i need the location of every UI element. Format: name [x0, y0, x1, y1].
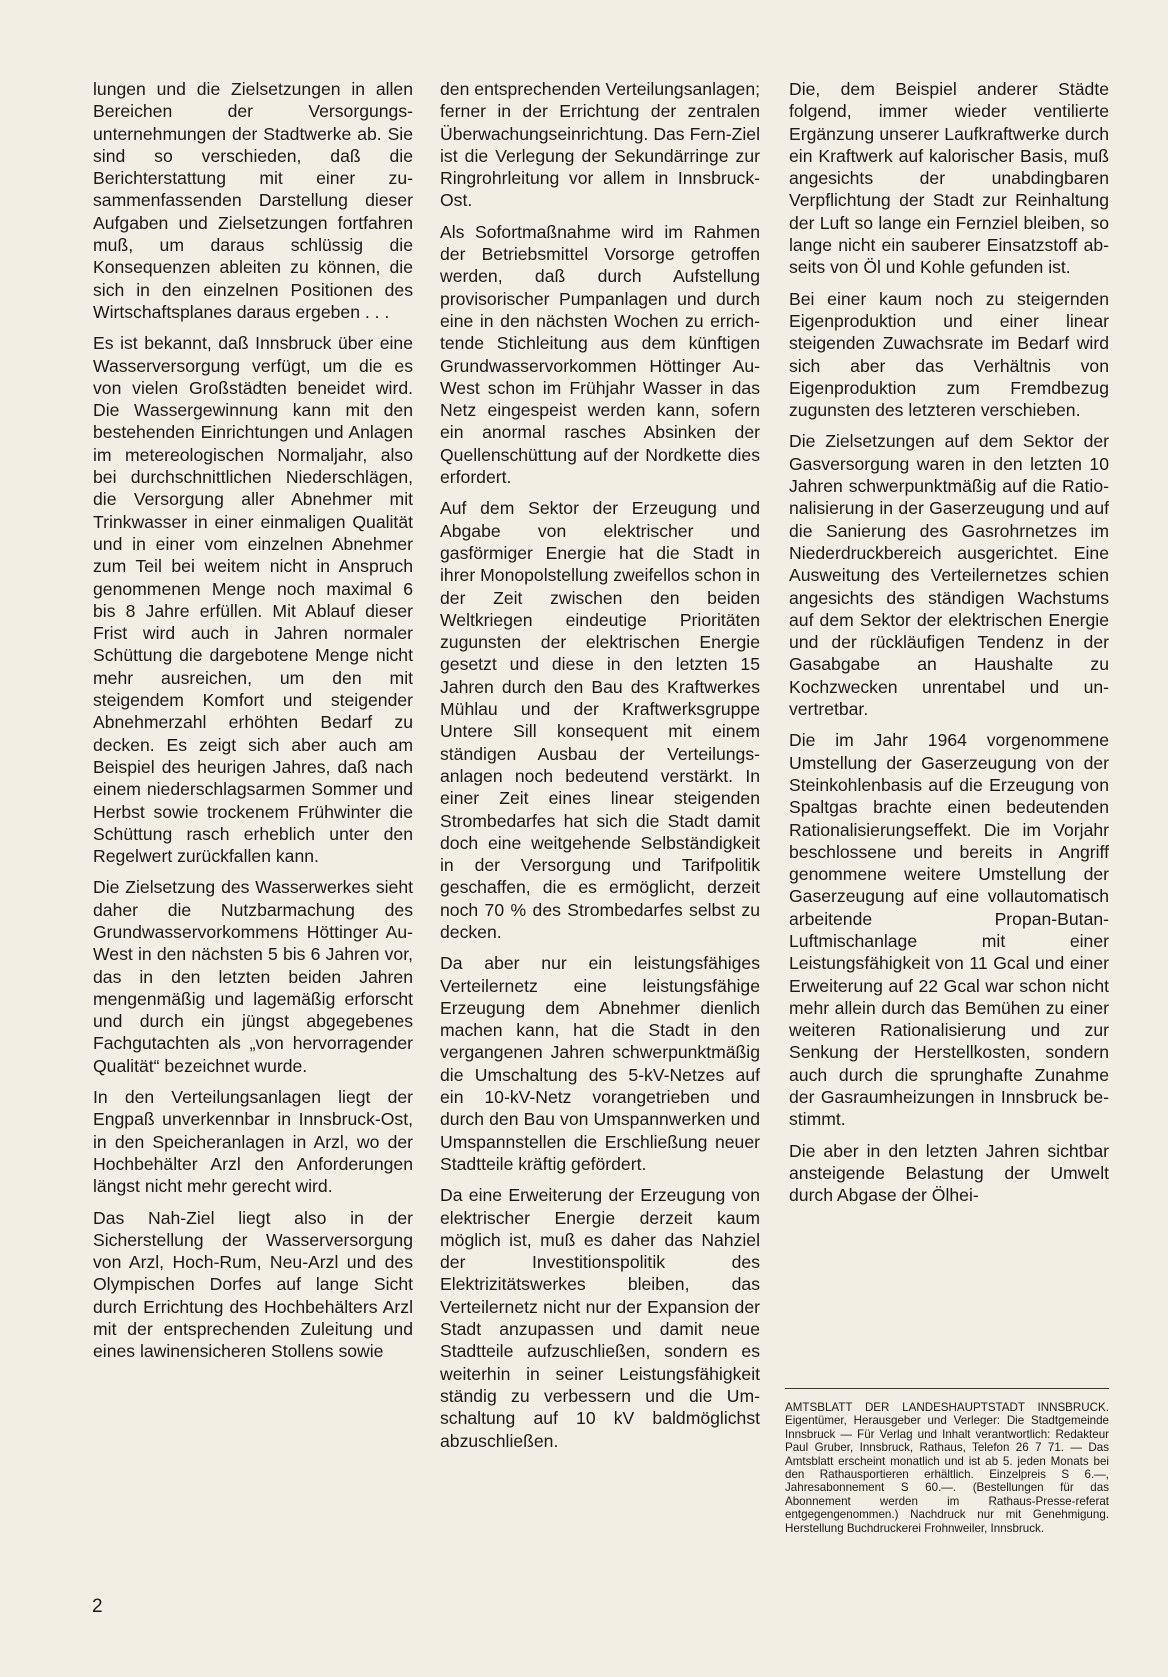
paragraph: Da aber nur ein leistungsfähiges Verteilernetz eine leistungsfähige Erzeugung dem Abnehmer dienlich machen kann, hat die Stadt in den vergangenen Jahren schwerpunktmäßig die Umschaltung des 5-kV-Netzes auf ein 10-kV-Netz vorangetrieben und durch den Bau von Umspannwerken und Umspannstellen die Erschließung neuer Stadtteile kräftig gefördert.	[440, 953, 760, 1174]
paragraph: Die aber in den letzten Jahren sichtbar ansteigende Belastung der Umwelt durch Abgase der Ölhei-	[789, 1140, 1109, 1206]
paragraph: lungen und die Zielsetzungen in allen Bereichen der Versorgungsunternehmungen der Stadtwerke ab. Sie sind so verschieden, daß die Berichterstattung mit einer zusammenfassenden Darstellung dieser Aufgaben und Zielsetzungen fortfahren muß, um daraus schlüssig die Konsequenzen ableiten zu können, die sich in den einzelnen Positionen des Wirtschaftsplanes daraus ergeben . . .	[93, 79, 413, 322]
paragraph: Die Zielsetzungen auf dem Sektor der Gasversorgung waren in den letzten 10 Jahren schwerpunktmäßig auf die Rationalisierung in der Gaserzeugung und auf die Sanierung des Gasrohrnetzes im Niederdruckbereich ausgerichtet. Eine Ausweitung des Verteilernetzes schien angesichts des ständigen Wachstums auf dem Sektor der elektrischen Energie und der rückläufigen Tendenz in der Gasabgabe an Haushalte zu Kochzwecken unrentabel und unvertretbar.	[789, 431, 1109, 720]
column-2	[440, 78, 760, 1461]
paragraph: Das Nah-Ziel liegt also in der Sicherstellung der Wasserversorgung von Arzl, Hoch-Rum, Neu-Arzl und des Olympischen Dorfes auf lange Sicht durch Errichtung des Hochbehälters Arzl mit der entsprechenden Zuleitung und eines lawinensicheren Stollens sowie	[93, 1207, 413, 1362]
paragraph: Als Sofortmaßnahme wird im Rahmen der Betriebsmittel Vorsorge getroffen werden, daß durch Aufstellung provisorischer Pumpanlagen und durch eine in den nächsten Wochen zu errichtende Stichleitung aus dem künftigen Grundwasservorkommen Höttinger Au-West schon im Frühjahr Wasser in das Netz eingespeist werden kann, sofern ein anormal rasches Absinken der Quellenschüttung auf der Nordkette dies erfordert.	[440, 221, 760, 488]
column-3	[789, 78, 1109, 1216]
page-number: 2	[92, 1596, 103, 1617]
imprint: AMTSBLATT DER LANDESHAUPTSTADT INNSBRUCK. Eigentümer, Herausgeber und Verleger: Die Stadtgemeinde Innsbruck — Für Verlag und Inhalt verantwortlich: Redakteur Paul Gruber, Innsbruck, Rathaus, Telefon 26 7 71. — Das Amtsblatt erscheint monatlich und ist ab 5. jeden Monats bei den Rathausportieren erhältlich. Einzelpreis S 6.—, Jahresabonnement S 60.—. (Bestellungen für das Abonnement werden im Rathaus-Presse-referat entgegengenommen.) Nachdruck nur mit Genehmigung. Herstellung Buchdruckerei Frohnweiler, Innsbruck.	[785, 1388, 1109, 1535]
paragraph: Bei einer kaum noch zu steigernden Eigenproduktion und einer linear steigenden Zuwachsrate im Bedarf wird sich aber das Verhältnis von Eigenproduktion zum Fremdbezug zugunsten des letzteren verschieben.	[789, 288, 1109, 421]
paragraph: Da eine Erweiterung der Erzeugung von elektrischer Energie derzeit kaum möglich ist, muß es daher das Nahziel der Investitionspolitik des Elektrizitätswerkes bleiben, das Verteilernetz nicht nur der Expansion der Stadt anzupassen und damit neue Stadtteile aufzuschließen, sondern es weiterhin in seiner Leistungsfähigkeit ständig zu verbessern und die Umschaltung auf 10 kV baldmöglichst abzuschließen.	[440, 1185, 760, 1451]
paragraph: Es ist bekannt, daß Innsbruck über eine Wasserversorgung verfügt, um die es von vielen Großstädten beneidet wird. Die Wassergewinnung kann mit den bestehenden Einrichtungen und Anlagen im metereologischen Normaljahr, also bei durchschnittlichen Niederschlägen, die Versorgung aller Abnehmer mit Trinkwasser in einer einmaligen Qualität und in einer vom einzelnen Abnehmer zum Teil bei weitem nicht in Anspruch genommenen Menge noch maximal 6 bis 8 Jahre erfüllen. Mit Ablauf dieser Frist wird auch in Jahren normaler Schüttung die dargebotene Menge nicht mehr ausreichen, um den mit steigendem Komfort und steigender Abnehmerzahl erhöhten Bedarf zu decken. Es zeigt sich aber auch am Beispiel des heurigen Jahres, daß nach einem niederschlagsarmen Sommer und Herbst sowie trockenem Frühwinter die Schüttung rasch erheblich unter den Regelwert zurückfallen kann.	[93, 333, 413, 867]
paragraph: Die Zielsetzung des Wasserwerkes sieht daher die Nutzbarmachung des Grundwasservorkommens Höttinger Au-West in den nächsten 5 bis 6 Jahren vor, das in den letzten beiden Jahren mengenmäßig und lagemäßig erforscht und durch ein jüngst abgegebenes Fachgutachten als „von hervorragender Qualität“ bezeichnet wurde.	[93, 877, 413, 1076]
paragraph: Auf dem Sektor der Erzeugung und Abgabe von elektrischer und gasförmiger Energie hat die Stadt in ihrer Monopolstellung zweifellos schon in der Zeit zwischen den beiden Weltkriegen eindeutige Prioritäten zugunsten der elektrischen Energie gesetzt und diese in den letzten 15 Jahren durch den Bau des Kraftwerkes Mühlau und der Kraftwerksgruppe Untere Sill konsequent mit einem ständigen Ausbau der Verteilungsanlagen noch bedeutend verstärkt. In einer Zeit eines linear steigenden Strombedarfes hat sich die Stadt damit doch eine weitgehende Selbständigkeit in der Versorgung und Tarifpolitik geschaffen, die es ermöglicht, derzeit noch 70 % des Strombedarfes selbst zu decken.	[440, 498, 760, 942]
column-1	[93, 78, 413, 1372]
paragraph: In den Verteilungsanlagen liegt der Engpaß unverkennbar in Innsbruck-Ost, in den Speicheranlagen in Arzl, wo der Hochbehälter Arzl den Anforderungen längst nicht mehr gerecht wird.	[93, 1087, 413, 1197]
paragraph: den entsprechenden Verteilungsanlagen; ferner in der Errichtung der zentralen Überwachungseinrichtung. Das Fern-Ziel ist die Verlegung der Sekundärringe zur Ringrohrleitung vor allem in Innsbruck-Ost.	[440, 79, 760, 211]
paragraph: Die, dem Beispiel anderer Städte folgend, immer wieder ventilierte Ergänzung unserer Laufkraftwerke durch ein Kraftwerk auf kalorischer Basis, muß angesichts der unabdingbaren Verpflichtung der Stadt zur Reinhaltung der Luft so lange ein Fernziel bleiben, so lange nicht ein sauberer Einsatzstoff abseits von Öl und Kohle gefunden ist.	[789, 79, 1109, 278]
paragraph: Die im Jahr 1964 vorgenommene Umstellung der Gaserzeugung von der Steinkohlenbasis auf die Erzeugung von Spaltgas brachte einen bedeutenden Rationalisierungseffekt. Die im Vorjahr beschlossene und bereits in Angriff genommene weitere Umstellung der Gaserzeugung auf eine vollautomatisch arbeitende Propan-Butan-Luftmischanlage mit einer Leistungsfähigkeit von 11 Gcal und einer Erweiterung auf 22 Gcal war schon nicht mehr allein durch das Bemühen zu einer weiteren Rationalisierung und zur Senkung der Herstellkosten, sondern auch durch die sprunghafte Zunahme der Gasraumheizungen in Innsbruck bestimmt.	[789, 730, 1109, 1130]
